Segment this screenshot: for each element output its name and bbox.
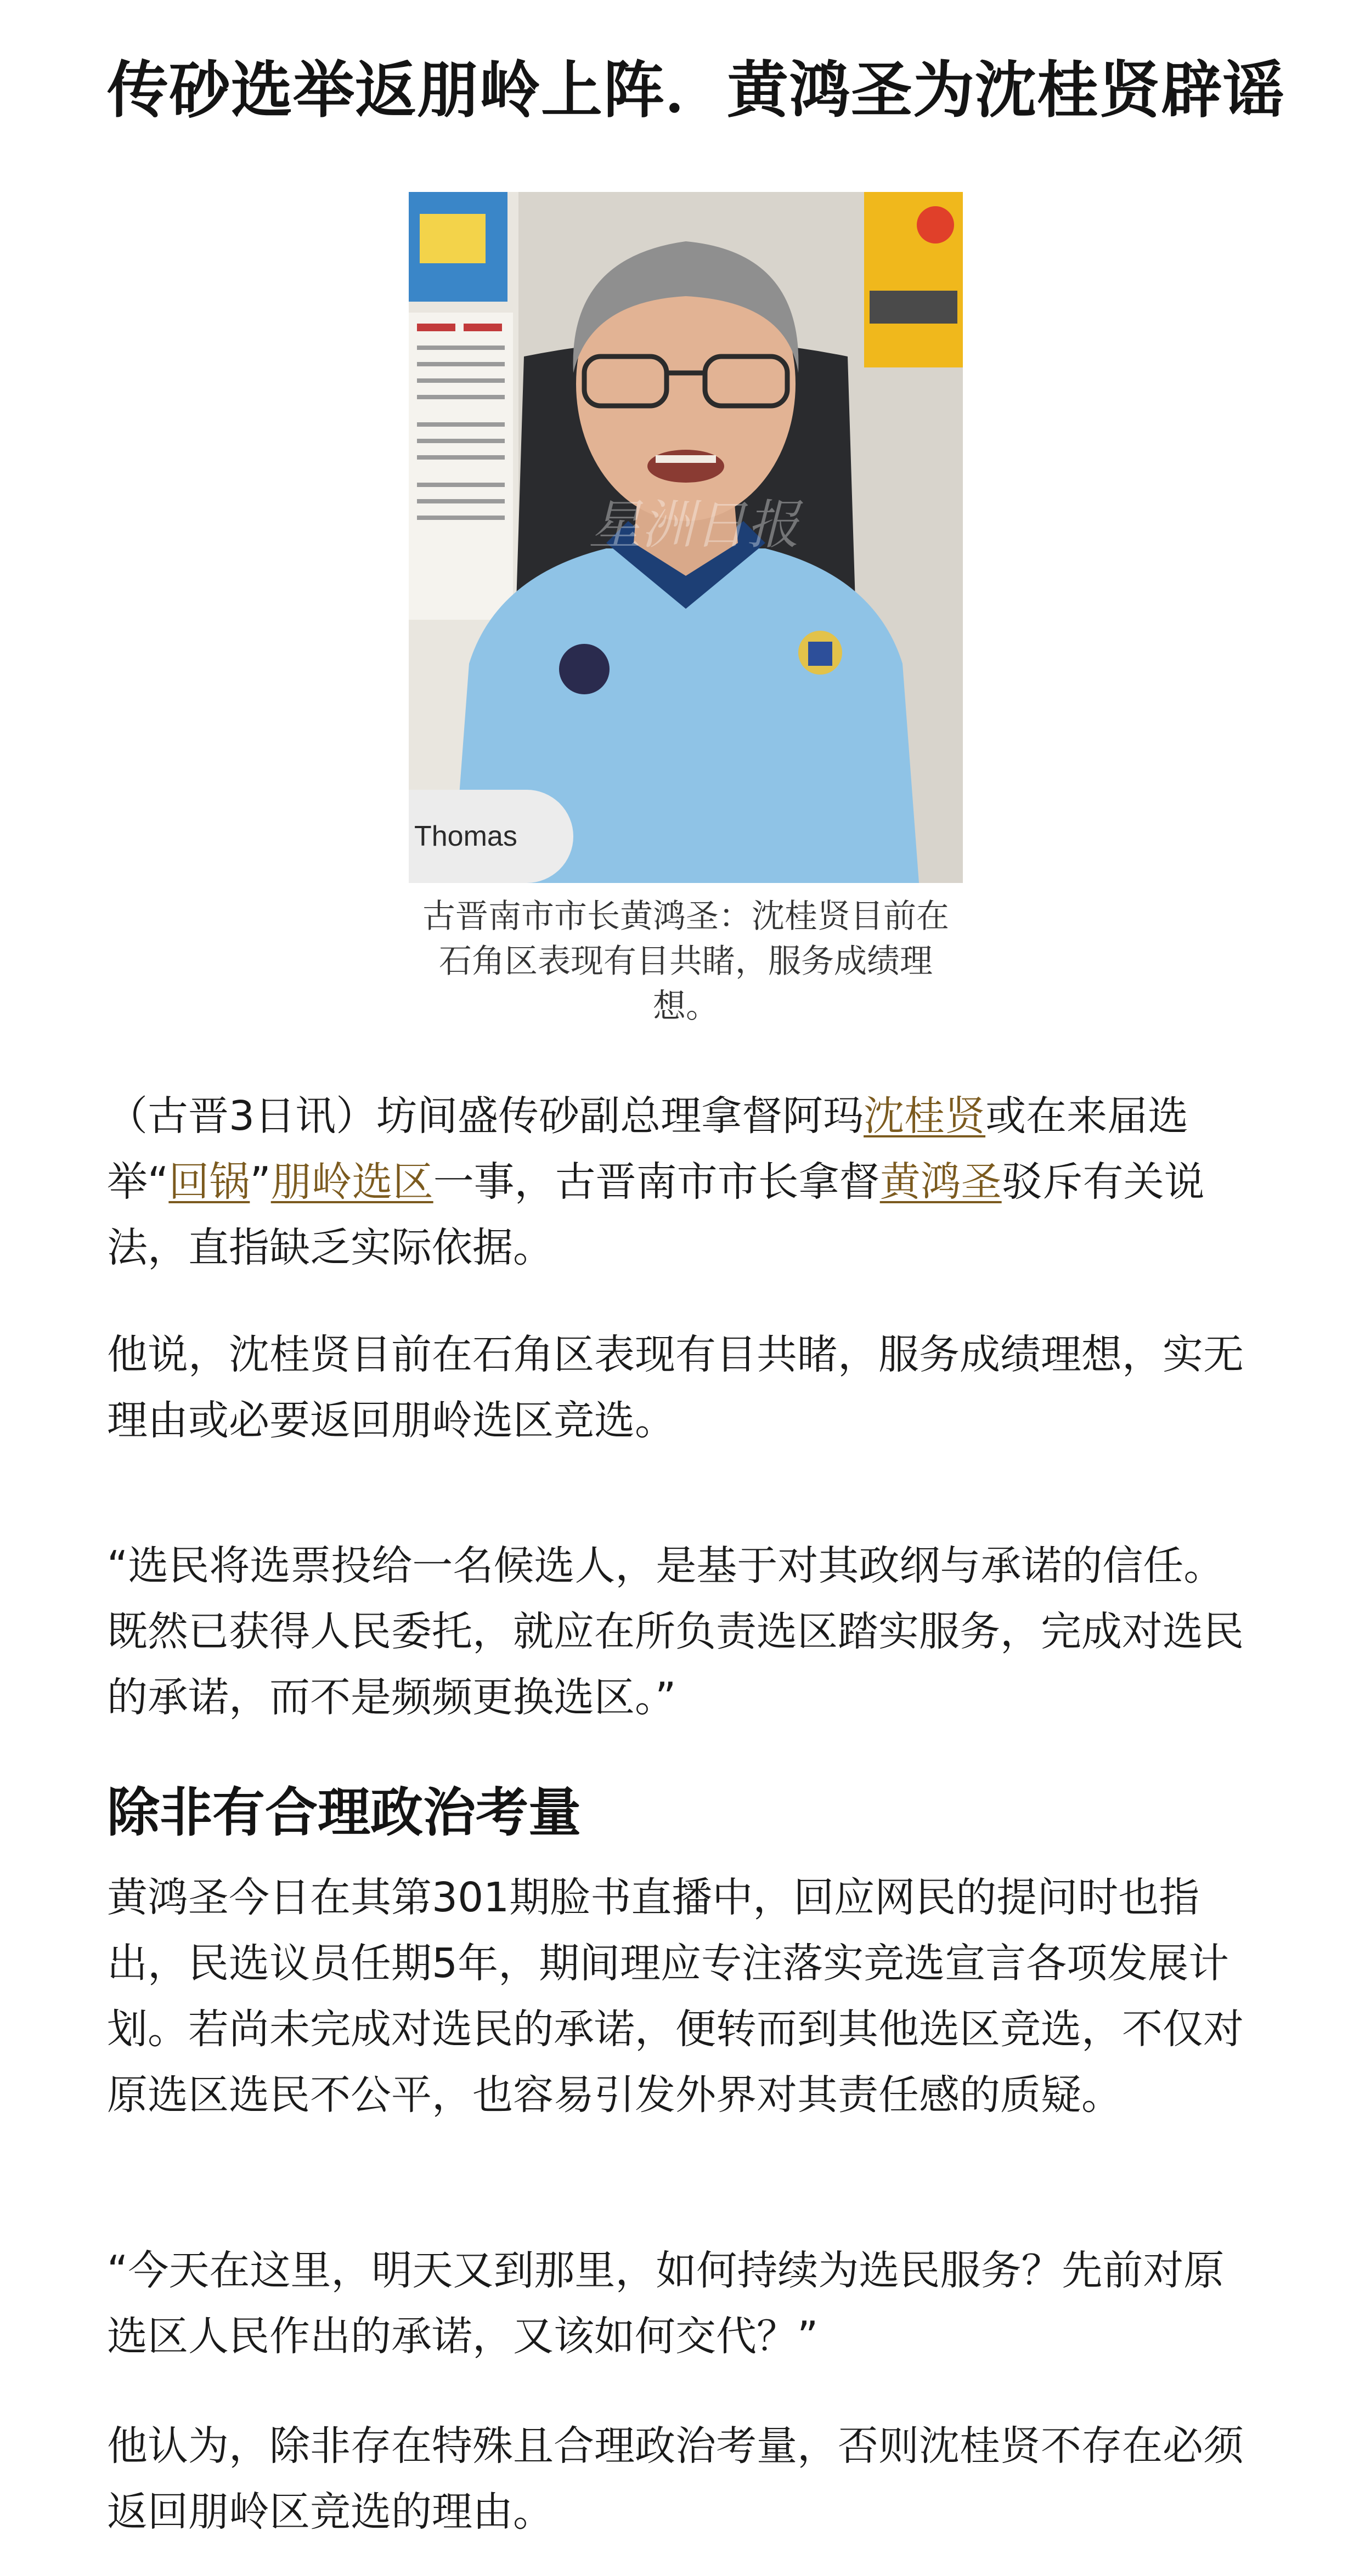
paragraph-4: 黄鸿圣今日在其第301期脸书直播中，回应网民的提问时也指出，民选议员任期5年，期间理应专注落实竞选宣言各项发展计划。若尚未完成对选民的承诺，便转而到其他选区竞选，不仅对原选区选民不公平，也容易引发外界对其责任感的质疑。: [107, 1874, 1244, 2119]
section-subheading: 除非有合理政治考量: [107, 1782, 581, 1843]
link-pengling-constituency[interactable]: 朋岭选区: [270, 1158, 433, 1205]
article-photo[interactable]: [409, 192, 963, 883]
portrait-illustration: [409, 192, 963, 883]
photo-name-tag: Thomas: [409, 790, 573, 883]
paragraph-5-quote: “今天在这里，明天又到那里，如何持续为选民服务？先前对原选区人民作出的承诺，又该如何交代？”: [107, 2247, 1225, 2360]
photo-caption: 古晋南市市长黄鸿圣：沈桂贤目前在石角区表现有目共睹，服务成绩理想。: [422, 897, 949, 1026]
link-huiguo[interactable]: 回锅: [168, 1158, 250, 1205]
paragraph-2: 他说，沈桂贤目前在石角区表现有目共睹，服务成绩理想，实无理由或必要返回朋岭选区竞选。: [107, 1331, 1244, 1444]
link-huang-hongsheng[interactable]: 黄鸿圣: [879, 1158, 1002, 1205]
paragraph-1: （古晋3日讯）坊间盛传砂副总理拿督阿玛沈桂贤或在来届选举“回锅”朋岭选区一事，古晋南市市长拿督黄鸿圣驳斥有关说法，直指缺乏实际依据。: [107, 1092, 1205, 1271]
paragraph-3-quote: “选民将选票投给一名候选人，是基于对其政纲与承诺的信任。既然已获得人民委托，就应在所负责选区踏实服务，完成对选民的承诺，而不是频频更换选区。”: [107, 1542, 1244, 1721]
article-title: 传砂选举返朋岭上阵．黄鸿圣为沈桂贤辟谣: [107, 55, 1285, 126]
link-shen-guixian[interactable]: 沈桂贤: [864, 1092, 986, 1140]
photo-watermark: 星洲日报: [589, 494, 799, 556]
paragraph-6: 他认为，除非存在特殊且合理政治考量，否则沈桂贤不存在必须返回朋岭区竞选的理由。: [107, 2422, 1244, 2535]
